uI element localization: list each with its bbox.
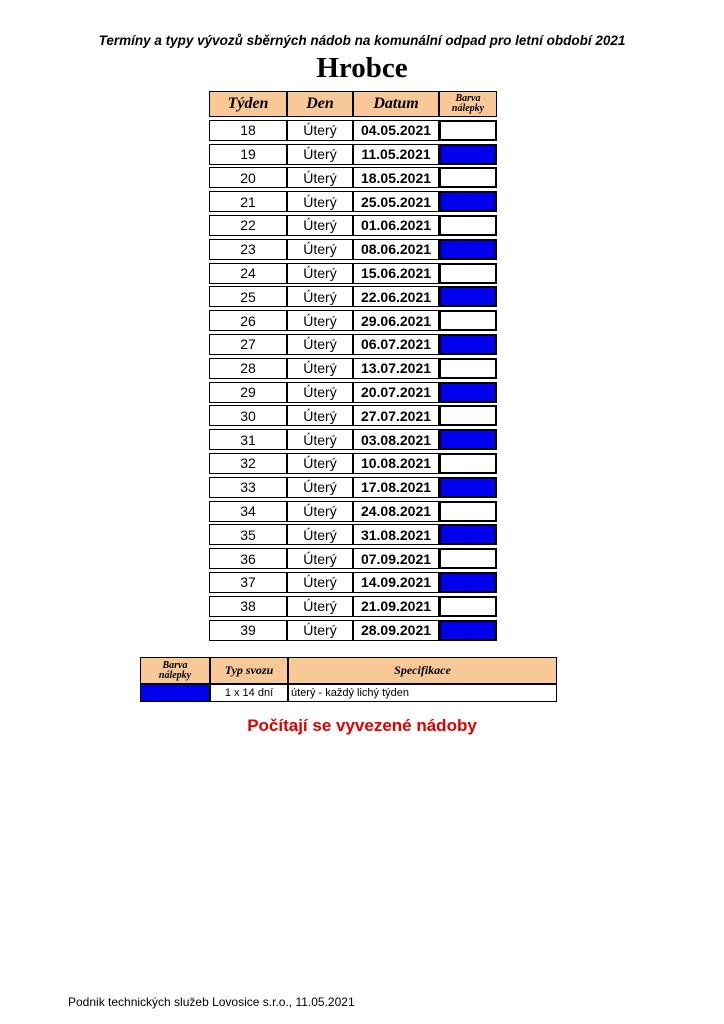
week-cell: 21 xyxy=(209,191,287,212)
legend-header-type: Typ svozu xyxy=(210,657,288,684)
table-row xyxy=(209,477,497,498)
table-row xyxy=(209,310,497,331)
date-cell: 04.05.2021 xyxy=(353,120,439,141)
table-row xyxy=(209,405,497,426)
town-title: Hrobce xyxy=(316,52,408,84)
date-cell: 24.08.2021 xyxy=(353,501,439,522)
day-cell: Úterý xyxy=(287,477,353,498)
week-cell: 20 xyxy=(209,167,287,188)
table-row xyxy=(209,263,497,284)
day-cell: Úterý xyxy=(287,382,353,403)
table-row xyxy=(209,144,497,165)
sticker-color-cell xyxy=(439,167,497,188)
header-week: Týden xyxy=(209,91,287,117)
week-cell: 30 xyxy=(209,405,287,426)
day-cell: Úterý xyxy=(287,120,353,141)
week-cell: 31 xyxy=(209,429,287,450)
week-cell: 34 xyxy=(209,501,287,522)
table-row xyxy=(209,572,497,593)
document-subtitle: Termíny a typy vývozů sběrných nádob na komunální odpad pro letní období 2021 xyxy=(98,33,626,48)
date-cell: 11.05.2021 xyxy=(353,144,439,165)
week-cell: 32 xyxy=(209,453,287,474)
week-cell: 26 xyxy=(209,310,287,331)
table-row xyxy=(209,215,497,236)
footer-company: Podnik technických služeb Lovosice s.r.o., 11.05.2021 xyxy=(68,995,355,1009)
table-row xyxy=(209,120,497,141)
legend-spec: úterý - každý lichý týden xyxy=(288,684,557,702)
table-row xyxy=(209,382,497,403)
date-cell: 15.06.2021 xyxy=(353,263,439,284)
week-cell: 25 xyxy=(209,286,287,307)
legend-header-color-line2: nálepky xyxy=(158,669,192,681)
sticker-color-cell xyxy=(439,501,497,522)
day-cell: Úterý xyxy=(287,334,353,355)
table-row xyxy=(209,286,497,307)
table-row xyxy=(209,620,497,641)
day-cell: Úterý xyxy=(287,524,353,545)
sticker-color-cell xyxy=(439,572,497,593)
counted-bins-note: Počítají se vyvezené nádoby xyxy=(247,716,477,735)
week-cell: 19 xyxy=(209,144,287,165)
week-cell: 36 xyxy=(209,548,287,569)
table-row xyxy=(209,429,497,450)
legend-row xyxy=(140,684,557,702)
sticker-color-cell xyxy=(439,358,497,379)
table-row xyxy=(209,548,497,569)
day-cell: Úterý xyxy=(287,596,353,617)
table-row xyxy=(209,191,497,212)
day-cell: Úterý xyxy=(287,191,353,212)
date-cell: 18.05.2021 xyxy=(353,167,439,188)
header-day: Den xyxy=(287,91,353,117)
header-sticker-color-line2: nálepky xyxy=(451,103,485,114)
date-cell: 21.09.2021 xyxy=(353,596,439,617)
week-cell: 18 xyxy=(209,120,287,141)
day-cell: Úterý xyxy=(287,286,353,307)
date-cell: 07.09.2021 xyxy=(353,548,439,569)
day-cell: Úterý xyxy=(287,310,353,331)
sticker-color-cell xyxy=(439,191,497,212)
sticker-color-cell xyxy=(439,286,497,307)
sticker-color-cell xyxy=(439,120,497,141)
sticker-color-cell xyxy=(439,334,497,355)
sticker-color-cell xyxy=(439,524,497,545)
sticker-color-cell xyxy=(439,453,497,474)
week-cell: 23 xyxy=(209,239,287,260)
day-cell: Úterý xyxy=(287,239,353,260)
day-cell: Úterý xyxy=(287,429,353,450)
date-cell: 10.08.2021 xyxy=(353,453,439,474)
header-sticker-color-line1: Barva xyxy=(455,93,481,104)
day-cell: Úterý xyxy=(287,144,353,165)
schedule-header-row xyxy=(209,91,497,117)
date-cell: 03.08.2021 xyxy=(353,429,439,450)
date-cell: 06.07.2021 xyxy=(353,334,439,355)
legend-header-color-line1: Barva xyxy=(162,659,188,671)
schedule-table xyxy=(209,91,497,641)
day-cell: Úterý xyxy=(287,263,353,284)
day-cell: Úterý xyxy=(287,215,353,236)
date-cell: 01.06.2021 xyxy=(353,215,439,236)
sticker-color-cell xyxy=(439,620,497,641)
sticker-color-cell xyxy=(439,263,497,284)
day-cell: Úterý xyxy=(287,620,353,641)
sticker-color-cell xyxy=(439,144,497,165)
sticker-color-cell xyxy=(439,548,497,569)
day-cell: Úterý xyxy=(287,167,353,188)
date-cell: 28.09.2021 xyxy=(353,620,439,641)
legend-type: 1 x 14 dní xyxy=(210,684,288,702)
sticker-color-cell xyxy=(439,477,497,498)
day-cell: Úterý xyxy=(287,548,353,569)
table-row xyxy=(209,501,497,522)
legend-header-color xyxy=(140,657,210,684)
sticker-color-cell xyxy=(439,596,497,617)
table-row xyxy=(209,167,497,188)
date-cell: 31.08.2021 xyxy=(353,524,439,545)
date-cell: 27.07.2021 xyxy=(353,405,439,426)
week-cell: 29 xyxy=(209,382,287,403)
date-cell: 20.07.2021 xyxy=(353,382,439,403)
date-cell: 17.08.2021 xyxy=(353,477,439,498)
week-cell: 28 xyxy=(209,358,287,379)
date-cell: 14.09.2021 xyxy=(353,572,439,593)
schedule-rows xyxy=(209,120,497,641)
sticker-color-cell xyxy=(439,239,497,260)
week-cell: 38 xyxy=(209,596,287,617)
day-cell: Úterý xyxy=(287,572,353,593)
table-row xyxy=(209,524,497,545)
date-cell: 25.05.2021 xyxy=(353,191,439,212)
date-cell: 13.07.2021 xyxy=(353,358,439,379)
date-cell: 08.06.2021 xyxy=(353,239,439,260)
sticker-color-cell xyxy=(439,429,497,450)
sticker-color-cell xyxy=(439,215,497,236)
legend-table xyxy=(140,657,557,702)
table-row xyxy=(209,358,497,379)
week-cell: 33 xyxy=(209,477,287,498)
table-row xyxy=(209,334,497,355)
legend-header-row xyxy=(140,657,557,684)
week-cell: 27 xyxy=(209,334,287,355)
sticker-color-cell xyxy=(439,310,497,331)
week-cell: 22 xyxy=(209,215,287,236)
legend-sticker-swatch xyxy=(140,684,210,702)
table-row xyxy=(209,596,497,617)
table-row xyxy=(209,239,497,260)
day-cell: Úterý xyxy=(287,405,353,426)
day-cell: Úterý xyxy=(287,358,353,379)
day-cell: Úterý xyxy=(287,501,353,522)
week-cell: 24 xyxy=(209,263,287,284)
date-cell: 29.06.2021 xyxy=(353,310,439,331)
week-cell: 35 xyxy=(209,524,287,545)
header-sticker-color xyxy=(439,91,497,117)
header-date: Datum xyxy=(353,91,439,117)
week-cell: 37 xyxy=(209,572,287,593)
legend-header-spec: Specifikace xyxy=(288,657,557,684)
table-row xyxy=(209,453,497,474)
day-cell: Úterý xyxy=(287,453,353,474)
date-cell: 22.06.2021 xyxy=(353,286,439,307)
week-cell: 39 xyxy=(209,620,287,641)
sticker-color-cell xyxy=(439,382,497,403)
sticker-color-cell xyxy=(439,405,497,426)
